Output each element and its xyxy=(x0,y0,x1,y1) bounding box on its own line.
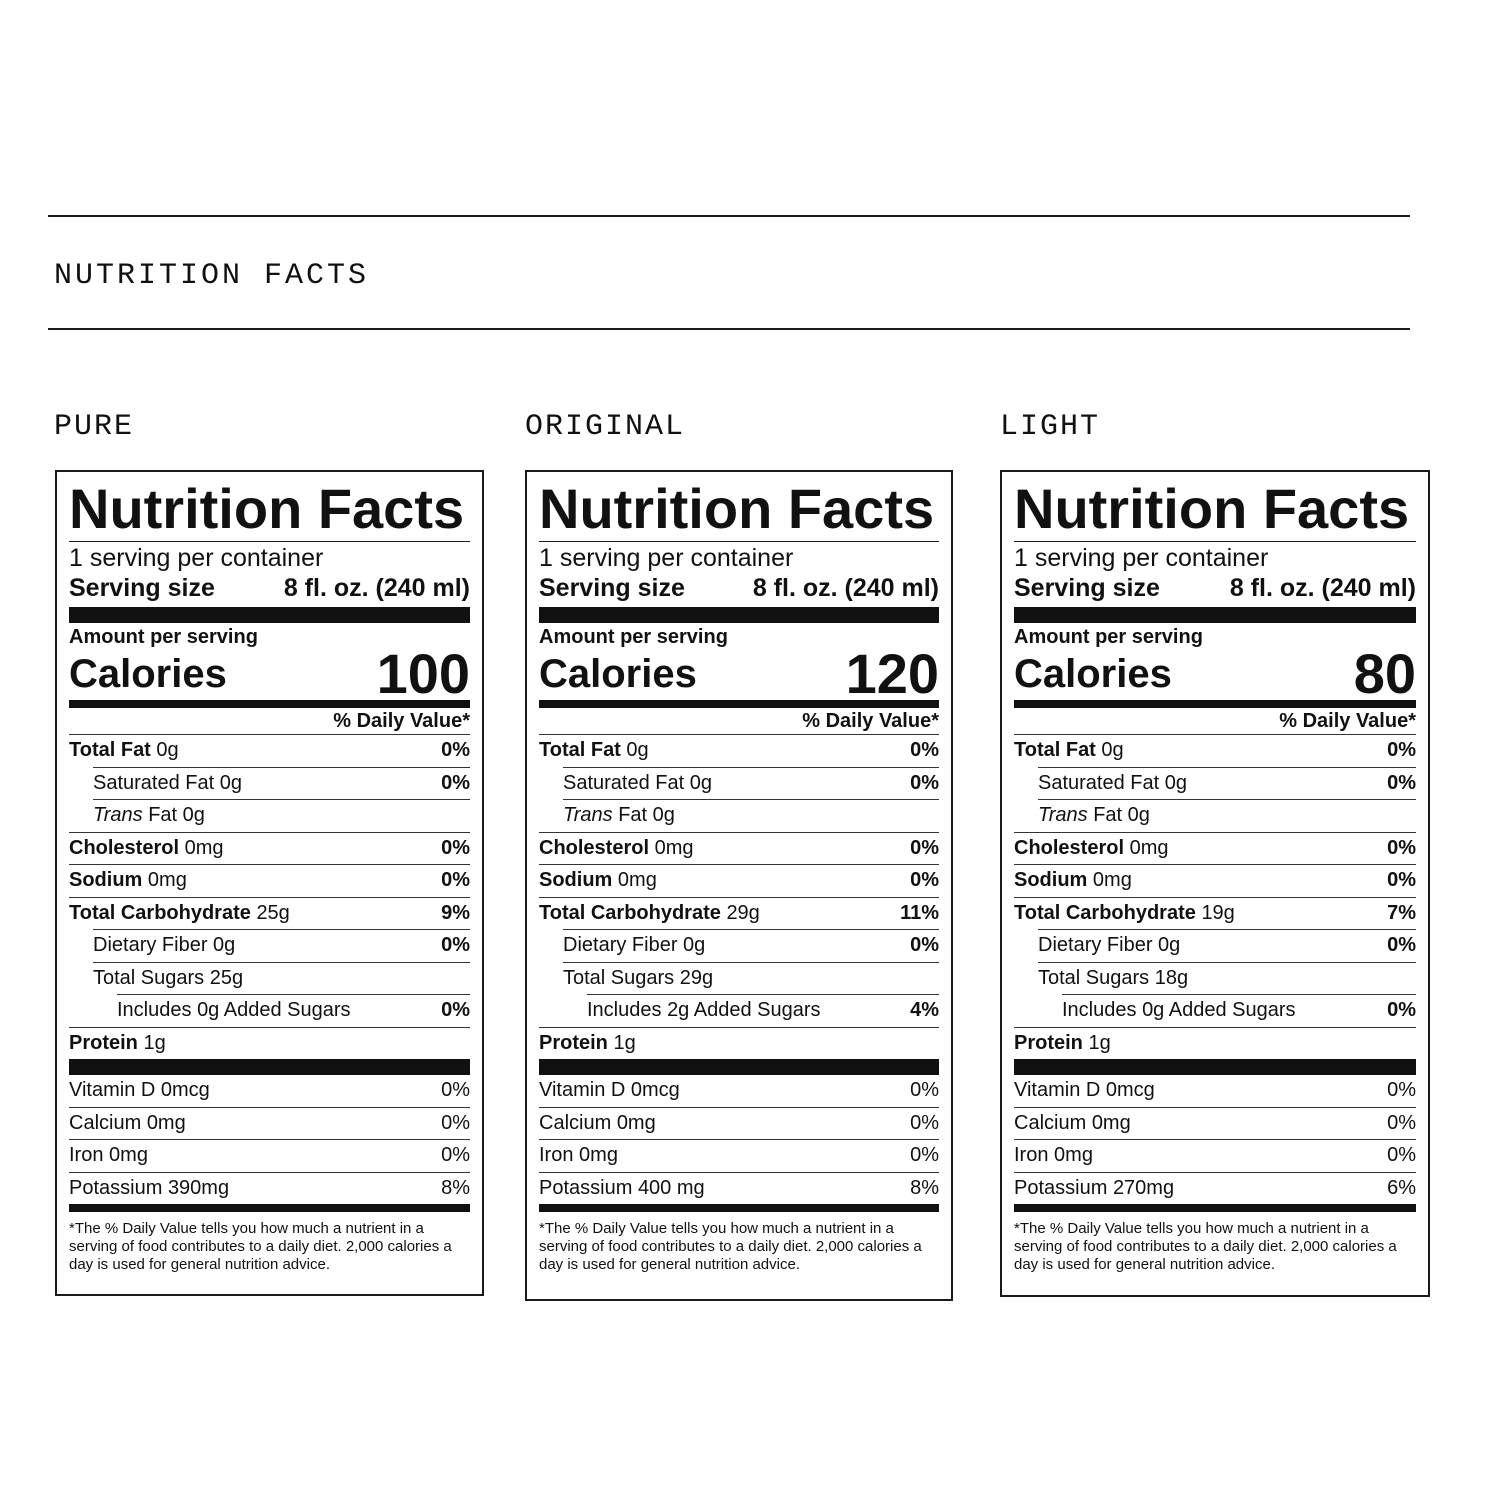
dietary-fiber-dv: 0% xyxy=(910,934,939,956)
sodium-dv: 0% xyxy=(441,869,470,891)
iron-dv: 0% xyxy=(1387,1144,1416,1166)
dietary-fiber-label: Dietary Fiber xyxy=(563,934,678,956)
trans-fat-amount: 0g xyxy=(182,804,205,826)
daily-value-header: % Daily Value* xyxy=(802,710,939,732)
row-vitamin-d xyxy=(69,1075,470,1107)
potassium-label: Potassium xyxy=(1014,1176,1108,1199)
total-carb-amount: 19g xyxy=(1201,901,1235,924)
calcium-label: Calcium xyxy=(1014,1111,1087,1134)
row-saturated-fat xyxy=(69,767,470,800)
medium-divider xyxy=(1014,1204,1416,1212)
serving-size-value: 8 fl. oz. (240 ml) xyxy=(752,574,939,602)
row-iron xyxy=(69,1139,470,1172)
sodium-dv: 0% xyxy=(910,869,939,891)
row-saturated-fat xyxy=(539,767,939,800)
row-trans-fat xyxy=(1014,799,1416,832)
calories-value: 120 xyxy=(845,642,939,705)
thick-divider xyxy=(539,607,939,623)
serving-size-row xyxy=(539,573,939,603)
row-added-sugars xyxy=(69,994,470,1027)
potassium-amount: 390mg xyxy=(167,1176,230,1199)
dietary-fiber-amount: 0g xyxy=(213,934,236,956)
row-total-fat xyxy=(1014,734,1416,767)
row-added-sugars xyxy=(1014,994,1416,1027)
saturated-fat-dv: 0% xyxy=(441,771,470,794)
row-total-fat xyxy=(539,734,939,767)
added-sugars-dv: 0% xyxy=(1387,999,1416,1021)
cholesterol-label: Cholesterol xyxy=(69,836,180,859)
amount-per-serving: Amount per serving xyxy=(1014,626,1203,648)
vitamin-d-amount: 0mcg xyxy=(630,1079,680,1101)
calcium-amount: 0mg xyxy=(1091,1111,1131,1134)
total-fat-dv: 0% xyxy=(910,739,939,761)
sodium-label: Sodium xyxy=(1014,869,1088,891)
sodium-label: Sodium xyxy=(69,869,143,891)
total-fat-label: Total Fat xyxy=(539,739,621,761)
nutrition-label-original xyxy=(525,470,953,1301)
cholesterol-label: Cholesterol xyxy=(539,836,650,859)
trans-label: Trans xyxy=(563,804,613,826)
row-sodium xyxy=(1014,864,1416,897)
total-sugars-amount: 29g xyxy=(679,966,714,989)
total-sugars-amount: 25g xyxy=(209,966,244,989)
medium-divider xyxy=(539,1204,939,1212)
dietary-fiber-amount: 0g xyxy=(1158,934,1181,956)
total-carb-amount: 25g xyxy=(256,901,290,924)
row-sodium xyxy=(69,864,470,897)
total-fat-amount: 0g xyxy=(626,739,649,761)
sodium-amount: 0mg xyxy=(617,869,657,891)
nutrition-facts-heading: Nutrition Facts xyxy=(69,479,470,542)
calories-row xyxy=(539,642,939,705)
protein-label: Protein xyxy=(539,1031,608,1054)
trans-fat-amount: 0g xyxy=(652,804,675,826)
total-fat-amount: 0g xyxy=(1101,739,1124,761)
row-saturated-fat xyxy=(1014,767,1416,800)
variant-name-original: ORIGINAL xyxy=(525,410,686,444)
potassium-label: Potassium xyxy=(539,1176,633,1199)
vitamin-d-amount: 0mcg xyxy=(160,1079,210,1101)
calcium-amount: 0mg xyxy=(146,1111,186,1134)
row-cholesterol xyxy=(539,832,939,865)
row-dietary-fiber xyxy=(69,929,470,962)
row-protein xyxy=(69,1027,470,1060)
cholesterol-label: Cholesterol xyxy=(1014,836,1125,859)
serving-size-label: Serving size xyxy=(539,574,685,602)
protein-amount: 1g xyxy=(1088,1031,1111,1054)
cholesterol-amount: 0mg xyxy=(654,836,694,859)
calories-label: Calories xyxy=(1014,652,1172,696)
saturated-fat-amount: 0g xyxy=(1164,771,1187,794)
medium-divider xyxy=(69,1204,470,1212)
iron-amount: 0mg xyxy=(1054,1144,1093,1166)
added-sugars-amount: 2g xyxy=(667,999,690,1021)
servings-per-container: 1 serving per container xyxy=(1014,544,1269,572)
cholesterol-dv: 0% xyxy=(910,836,939,859)
vitamin-d-dv: 0% xyxy=(910,1079,939,1101)
row-potassium xyxy=(539,1172,939,1205)
dietary-fiber-amount: 0g xyxy=(683,934,706,956)
row-total-sugars xyxy=(539,962,939,995)
calories-row xyxy=(1014,642,1416,705)
row-total-carbohydrate xyxy=(539,897,939,930)
trans-label: Trans xyxy=(1038,804,1088,826)
variant-name-pure: PURE xyxy=(54,410,135,444)
vitamin-d-label: Vitamin D xyxy=(539,1079,626,1101)
potassium-dv: 8% xyxy=(910,1176,939,1199)
total-carb-label: Total Carbohydrate xyxy=(69,901,251,924)
saturated-fat-label: Saturated Fat xyxy=(93,771,215,794)
added-sugars-amount: 0g xyxy=(1142,999,1165,1021)
sodium-dv: 0% xyxy=(1387,869,1416,891)
daily-value-footnote: *The % Daily Value tells you how much a nutrient in a serving of food contributes to a daily diet. 2,000 calories a day is used for general nutrition advice. xyxy=(69,1220,452,1273)
page-title: NUTRITION FACTS xyxy=(54,259,370,293)
added-sugars-dv: 0% xyxy=(441,999,470,1021)
row-total-sugars xyxy=(69,962,470,995)
row-total-carbohydrate xyxy=(69,897,470,930)
total-carb-label: Total Carbohydrate xyxy=(539,901,721,924)
sodium-label: Sodium xyxy=(539,869,613,891)
calcium-amount: 0mg xyxy=(616,1111,656,1134)
total-fat-label: Total Fat xyxy=(69,739,151,761)
row-vitamin-d xyxy=(539,1075,939,1107)
row-vitamin-d xyxy=(1014,1075,1416,1107)
servings-per-container: 1 serving per container xyxy=(539,544,794,572)
includes-label: Includes xyxy=(587,999,662,1021)
row-total-sugars xyxy=(1014,962,1416,995)
saturated-fat-label: Saturated Fat xyxy=(563,771,685,794)
total-carb-dv: 9% xyxy=(441,901,470,924)
trans-fat-amount: 0g xyxy=(1127,804,1150,826)
row-calcium xyxy=(539,1107,939,1140)
trans-fat-suffix: Fat xyxy=(1087,804,1123,826)
dietary-fiber-label: Dietary Fiber xyxy=(1038,934,1153,956)
saturated-fat-amount: 0g xyxy=(689,771,712,794)
calories-row xyxy=(69,642,470,705)
potassium-amount: 400 mg xyxy=(637,1176,705,1199)
row-calcium xyxy=(69,1107,470,1140)
protein-label: Protein xyxy=(69,1031,138,1054)
iron-amount: 0mg xyxy=(109,1144,148,1166)
total-sugars-label: Total Sugars xyxy=(563,966,675,989)
iron-amount: 0mg xyxy=(579,1144,618,1166)
total-fat-dv: 0% xyxy=(1387,739,1416,761)
total-fat-amount: 0g xyxy=(156,739,179,761)
row-total-fat xyxy=(69,734,470,767)
cholesterol-dv: 0% xyxy=(441,836,470,859)
total-fat-dv: 0% xyxy=(441,739,470,761)
row-calcium xyxy=(1014,1107,1416,1140)
calcium-dv: 0% xyxy=(910,1111,939,1134)
serving-size-row xyxy=(1014,573,1416,603)
row-iron xyxy=(1014,1139,1416,1172)
nutrition-facts-heading: Nutrition Facts xyxy=(539,479,939,542)
thick-divider xyxy=(539,1059,939,1075)
daily-value-footnote: *The % Daily Value tells you how much a nutrient in a serving of food contributes to a daily diet. 2,000 calories a day is used for general nutrition advice. xyxy=(1014,1220,1397,1273)
potassium-amount: 270mg xyxy=(1112,1176,1175,1199)
cholesterol-amount: 0mg xyxy=(184,836,224,859)
protein-label: Protein xyxy=(1014,1031,1083,1054)
row-dietary-fiber xyxy=(1014,929,1416,962)
includes-label: Includes xyxy=(1062,999,1137,1021)
calories-value: 100 xyxy=(376,642,470,705)
iron-label: Iron xyxy=(69,1144,104,1166)
trans-fat-suffix: Fat xyxy=(142,804,178,826)
thick-divider xyxy=(1014,1059,1416,1075)
added-sugars-label: Added Sugars xyxy=(693,999,821,1021)
protein-amount: 1g xyxy=(613,1031,636,1054)
dietary-fiber-dv: 0% xyxy=(441,934,470,956)
row-cholesterol xyxy=(69,832,470,865)
daily-value-header: % Daily Value* xyxy=(1279,710,1416,732)
trans-fat-suffix: Fat xyxy=(612,804,648,826)
vitamin-d-dv: 0% xyxy=(441,1079,470,1101)
serving-size-value: 8 fl. oz. (240 ml) xyxy=(283,574,470,602)
row-trans-fat xyxy=(539,799,939,832)
row-potassium xyxy=(69,1172,470,1205)
total-carb-dv: 11% xyxy=(900,901,939,924)
serving-size-label: Serving size xyxy=(69,574,215,602)
amount-per-serving: Amount per serving xyxy=(539,626,728,648)
iron-dv: 0% xyxy=(441,1144,470,1166)
vitamin-d-amount: 0mcg xyxy=(1105,1079,1155,1101)
total-carb-label: Total Carbohydrate xyxy=(1014,901,1196,924)
iron-label: Iron xyxy=(539,1144,574,1166)
total-fat-label: Total Fat xyxy=(1014,739,1096,761)
variant-name-light: LIGHT xyxy=(1000,410,1101,444)
row-protein xyxy=(539,1027,939,1060)
trans-label: Trans xyxy=(93,804,143,826)
row-iron xyxy=(539,1139,939,1172)
nutrition-label-light xyxy=(1000,470,1430,1297)
sodium-amount: 0mg xyxy=(147,869,187,891)
added-sugars-dv: 4% xyxy=(910,999,939,1021)
row-dietary-fiber xyxy=(539,929,939,962)
sodium-amount: 0mg xyxy=(1092,869,1132,891)
vitamin-d-label: Vitamin D xyxy=(69,1079,156,1101)
nutrition-label-pure xyxy=(55,470,484,1296)
row-protein xyxy=(1014,1027,1416,1060)
saturated-fat-dv: 0% xyxy=(1387,771,1416,794)
title-divider xyxy=(48,328,1410,330)
added-sugars-label: Added Sugars xyxy=(1168,999,1296,1021)
serving-size-row xyxy=(69,573,470,603)
thick-divider xyxy=(69,607,470,623)
vitamin-d-dv: 0% xyxy=(1387,1079,1416,1101)
daily-value-footnote: *The % Daily Value tells you how much a nutrient in a serving of food contributes to a daily diet. 2,000 calories a day is used for general nutrition advice. xyxy=(539,1220,922,1273)
potassium-label: Potassium xyxy=(69,1176,163,1199)
includes-label: Includes xyxy=(117,999,192,1021)
thick-divider xyxy=(69,1059,470,1075)
serving-size-value: 8 fl. oz. (240 ml) xyxy=(1229,574,1416,602)
thick-divider xyxy=(1014,607,1416,623)
cholesterol-dv: 0% xyxy=(1387,836,1416,859)
added-sugars-label: Added Sugars xyxy=(223,999,351,1021)
amount-per-serving: Amount per serving xyxy=(69,626,258,648)
servings-per-container: 1 serving per container xyxy=(69,544,324,572)
calcium-dv: 0% xyxy=(1387,1111,1416,1134)
potassium-dv: 8% xyxy=(441,1176,470,1199)
total-sugars-amount: 18g xyxy=(1154,966,1189,989)
saturated-fat-amount: 0g xyxy=(219,771,242,794)
calcium-label: Calcium xyxy=(539,1111,612,1134)
row-added-sugars xyxy=(539,994,939,1027)
nutrition-facts-heading: Nutrition Facts xyxy=(1014,479,1416,542)
vitamin-d-label: Vitamin D xyxy=(1014,1079,1101,1101)
serving-size-label: Serving size xyxy=(1014,574,1160,602)
total-carb-dv: 7% xyxy=(1387,901,1416,924)
added-sugars-amount: 0g xyxy=(197,999,220,1021)
row-potassium xyxy=(1014,1172,1416,1205)
saturated-fat-dv: 0% xyxy=(910,771,939,794)
iron-dv: 0% xyxy=(910,1144,939,1166)
saturated-fat-label: Saturated Fat xyxy=(1038,771,1160,794)
calories-value: 80 xyxy=(1353,642,1416,705)
potassium-dv: 6% xyxy=(1387,1176,1416,1199)
total-carb-amount: 29g xyxy=(726,901,760,924)
dietary-fiber-dv: 0% xyxy=(1387,934,1416,956)
protein-amount: 1g xyxy=(143,1031,166,1054)
calories-label: Calories xyxy=(539,652,697,696)
row-sodium xyxy=(539,864,939,897)
row-total-carbohydrate xyxy=(1014,897,1416,930)
cholesterol-amount: 0mg xyxy=(1129,836,1169,859)
calcium-dv: 0% xyxy=(441,1111,470,1134)
total-sugars-label: Total Sugars xyxy=(1038,966,1150,989)
calcium-label: Calcium xyxy=(69,1111,142,1134)
row-cholesterol xyxy=(1014,832,1416,865)
daily-value-header: % Daily Value* xyxy=(333,710,470,732)
row-trans-fat xyxy=(69,799,470,832)
iron-label: Iron xyxy=(1014,1144,1049,1166)
calories-label: Calories xyxy=(69,652,227,696)
total-sugars-label: Total Sugars xyxy=(93,966,205,989)
top-divider xyxy=(48,215,1410,217)
dietary-fiber-label: Dietary Fiber xyxy=(93,934,208,956)
